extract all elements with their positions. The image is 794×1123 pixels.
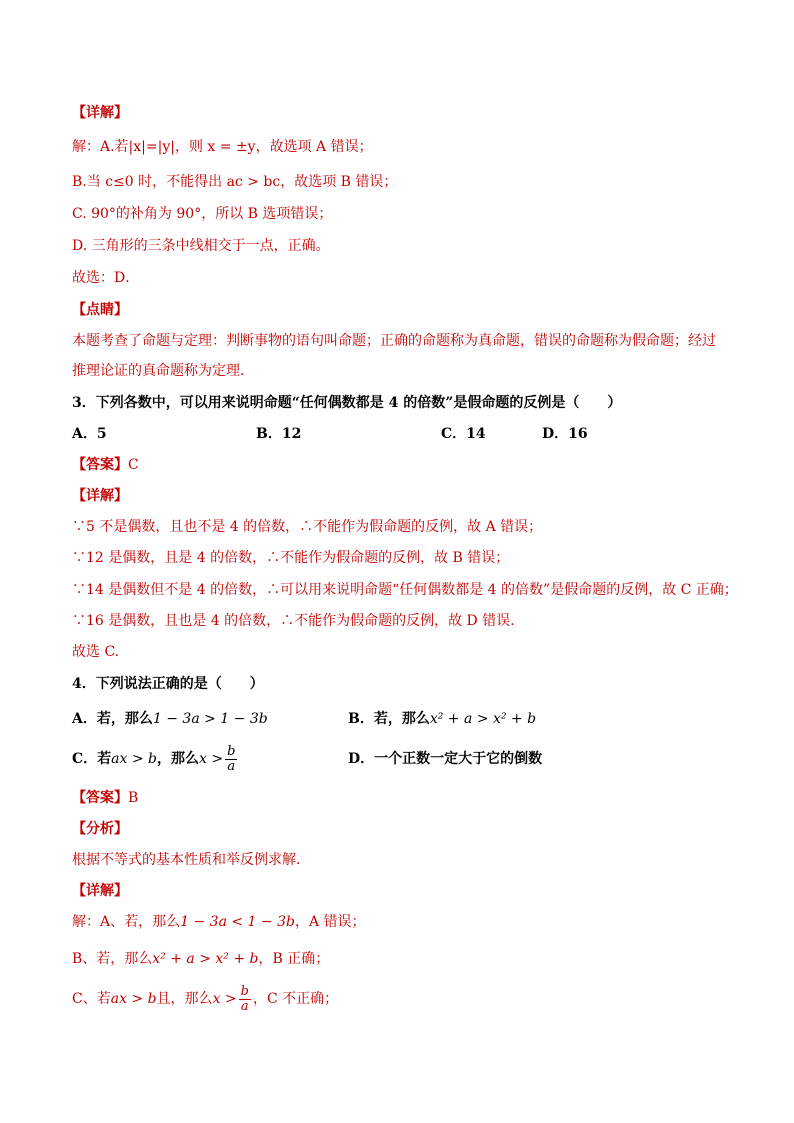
answer-label: 【答案】: [72, 457, 128, 473]
detail-c-math1: ax > b: [110, 991, 157, 1007]
q2-choice: 故选：D．: [72, 270, 140, 286]
q3-detail-line1: ∵5 不是偶数，且也不是 4 的倍数，∴不能作为假命题的反例，故 A 错误；: [72, 519, 543, 535]
q3-option-c: C．14: [441, 426, 486, 442]
q4-option-c-label: C．若: [72, 751, 112, 767]
q4-detail-a: [72, 912, 366, 932]
q4-option-a-label: A．若，那么: [72, 711, 153, 727]
detail-b-math: x² + a > x² + b: [152, 951, 259, 967]
comment-label: 【点睛】: [72, 302, 128, 318]
detail-a-math: 1 − 3a < 1 − 3b: [180, 914, 295, 930]
q3-detail-line4: ∵16 是偶数，且也是 4 的倍数，∴不能作为假命题的反例，故 D 错误.: [72, 613, 515, 629]
q4-option-a: [72, 709, 268, 729]
detail-c-prefix: C、若: [72, 991, 111, 1007]
q3-detail-line2: ∵12 是偶数，且是 4 的倍数，∴不能作为假命题的反例，故 B 错误；: [72, 550, 510, 566]
detail-c-mid: 且，那么: [156, 991, 213, 1007]
q3-choice: 故选 C.: [72, 644, 120, 660]
answer-value: C: [128, 457, 139, 473]
analysis-label: 【分析】: [72, 821, 128, 837]
detail-c-suffix: ，C 不正确；: [252, 991, 339, 1007]
q3-stem: 3．下列各数中，可以用来说明命题“任何偶数都是 4 的倍数”是假命题的反例是（ ）: [72, 395, 622, 411]
q4-option-c-math2: x >: [199, 751, 224, 767]
detail-b-prefix: B、若，那么: [72, 951, 153, 967]
q2-comment-line1: 本题考查了命题与定理：判断事物的语句叫命题；正确的命题称为真命题，错误的命题称为假命题；经过: [72, 333, 716, 349]
q3-option-a: A．5: [72, 426, 107, 442]
q3-option-d: D．16: [542, 426, 588, 442]
fraction-denominator: a: [240, 998, 249, 1014]
q4-option-c: [72, 740, 239, 778]
detail-b-suffix: ，B 正确；: [258, 951, 330, 967]
q3-answer: [72, 455, 139, 475]
q4-detail-b: [72, 949, 329, 969]
q2-detail-line2: B.当 c≤0 时，不能得出 ac > bc，故选项 B 错误；: [72, 174, 398, 190]
q4-stem: 4．下列说法正确的是（ ）: [72, 676, 264, 692]
fraction-denominator: a: [227, 758, 236, 774]
q4-option-a-math: 1 − 3a > 1 − 3b: [152, 711, 268, 727]
fraction-numerator: b: [227, 743, 236, 759]
q4-option-c-math1: ax > b: [111, 751, 157, 767]
q4-analysis: 根据不等式的基本性质和举反例求解．: [72, 852, 310, 868]
answer-value: B: [128, 790, 139, 806]
q3-detail-label: 【详解】: [72, 488, 128, 504]
q2-detail-line1: 解：A.若|x|=|y|，则 x = ±y，故选项 A 错误；: [72, 139, 373, 155]
q4-detail-c: [72, 980, 338, 1018]
detail-a-suffix: ，A 错误；: [294, 914, 366, 930]
q4-option-c-fraction: [225, 745, 237, 774]
q2-comment-line2: 推理论证的真命题称为定理．: [72, 363, 254, 379]
q4-option-b: [348, 709, 536, 729]
q4-option-c-mid: ，那么: [157, 751, 199, 767]
q4-detail-label: 【详解】: [72, 883, 128, 899]
detail-c-math2: x >: [212, 991, 237, 1007]
q4-answer: [72, 788, 138, 808]
q4-option-b-math: x² + a > x² + b: [429, 711, 537, 727]
detail-c-fraction: [239, 985, 251, 1014]
q2-detail-line3: C. 90°的补角为 90°，所以 B 选项错误；: [72, 206, 333, 222]
answer-label: 【答案】: [72, 790, 128, 806]
q4-option-b-label: B．若，那么: [348, 711, 430, 727]
fraction-numerator: b: [240, 983, 249, 999]
q3-option-b: B．12: [256, 426, 302, 442]
detail-a-prefix: 解：A、若，那么: [72, 914, 181, 930]
q2-detail-line4: D. 三角形的三条中线相交于一点，正确。: [72, 238, 330, 254]
q4-option-d: D．一个正数一定大于它的倒数: [348, 751, 543, 767]
q3-detail-line3: ∵14 是偶数但不是 4 的倍数，∴可以用来说明命题“任何偶数都是 4 的倍数”是假命题的反例，故 C 正确；: [72, 582, 738, 598]
detail-label: 【详解】: [72, 105, 128, 121]
